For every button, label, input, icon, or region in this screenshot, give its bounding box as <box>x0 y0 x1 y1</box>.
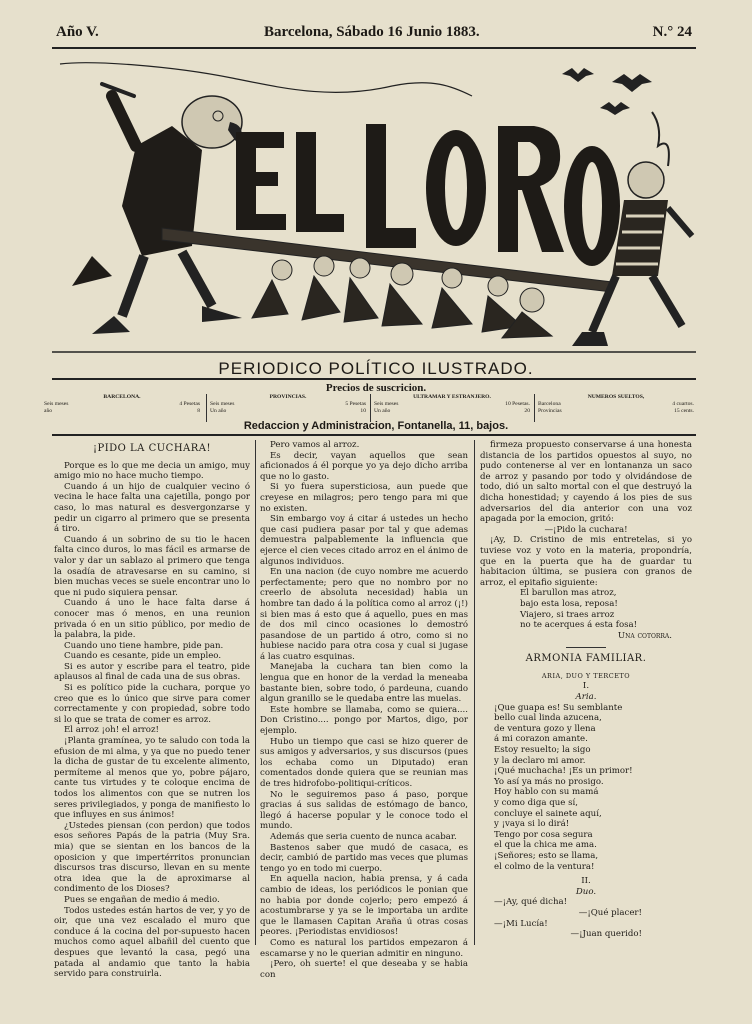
paragraph: Hubo un tiempo que casi se hizo querer de sus amigos y adversarios, y sus discursos (pues los echaba como un Diputado) eran comentados donde quiera que se reunian mas de tres hidrofobo-politiqui-críticos. <box>260 736 468 789</box>
paragraph: ¿Ustedes piensan (con perdon) que todos esos señores Papás de la patria (Muy Sra. mia) que se sientan en los bancos de la oposicion y que impertérritos pronuncian discursos tras discurso, llevan en su mente otra idea que la de aproximarse al condimento de los Dioses? <box>54 820 250 895</box>
price-column: ULTRAMAR Y ESTRANJERO. Seis meses 10 Pesetas. Un año 20 <box>370 394 530 422</box>
poem-line: Yo así ya más no prosigo. <box>494 776 604 787</box>
paragraph: Si yo fuera supersticiosa, aun puede que creyese en milagros; pero tengo para mi que no existen. <box>260 482 468 514</box>
paragraph: Porque es lo que me decia un amigo, muy amigo mio no hace mucho tiempo. <box>54 460 250 482</box>
article-title: ¡PIDO LA CUCHARA! <box>92 443 212 454</box>
paragraph: Pues se engañan de medio á medio. <box>64 894 220 905</box>
poem-line: ¡Que guapa es! Su semblante <box>494 702 623 713</box>
subtitle: PERIODICO POLÍTICO ILUSTRADO. <box>218 359 534 378</box>
paragraph: Si es político pide la cuchara, porque yo creo que es lo único que sirve para comer correctamente y con propiedad, sobre todo si lo que se trata de comer es arroz. <box>54 683 250 725</box>
paragraph: ¡Planta gramínea, yo te saludo con toda la efusion de mi alma, y ya que no puedo tener la dicha de gustar de tu excelente alimento, permíteme al menos que yo, pobre pájaro, cante tus virtudes y te coloque encima de todos los alimentos con que se nutren los seres privilegiados, y ponga de manifiesto lo que influyes en sus ánimos! <box>54 736 250 821</box>
subtitle-rule <box>52 378 696 380</box>
paragraph: Cuando á uno le hace falta darse á conocer mas ó menos, en una reunion privada ó en un sitio público, por medio de la palabra, la pide. <box>54 598 250 641</box>
issue-year: Año V. <box>56 24 99 40</box>
article-column-3 <box>480 440 692 940</box>
columns-top-rule <box>52 434 696 436</box>
poem-line: Tengo por cosa segura <box>494 829 593 840</box>
poem-line: Hoy hablo con su mamá <box>494 787 599 798</box>
dateline: Barcelona, Sábado 16 Junio 1883. <box>264 24 480 40</box>
office-address: Redaccion y Administracion, Fontanella, 11, bajos. <box>243 420 509 432</box>
separator <box>566 647 606 648</box>
poem-part-name: Aria. <box>575 692 597 703</box>
paragraph: Bastenos saber que mudó de casaca, es decir, cambió de partido mas veces que plumas tengo yo en todo mi cuerpo. <box>260 842 468 874</box>
signature: Una cotorra. <box>617 630 672 641</box>
paragraph: Sin embargo voy á citar á ustedes un hecho que casi pudiera pasar por tal y que ademas demuestra palpablemente la influencia que ejerce el cien veces citado arroz en el ánimo de algunos individuos. <box>260 514 468 567</box>
epitaph-line: bajo esta losa, reposa! <box>520 598 618 609</box>
poem-line: y como diga que sí, <box>494 798 578 808</box>
paragraph: ¡Pero, oh suerte! el que deseaba y se habia con <box>260 959 468 980</box>
poem-line: Estoy resuelto; la sigo <box>494 745 591 756</box>
paragraph: Pero vamos al arroz. <box>270 440 360 450</box>
paragraph: Cuando á un hijo de cualquier vecino ó vecina le hace falta una cajetilla, pongo por caso, lo mas natural es desvergonzarse y pedir un cigarro al primero que se presenta á tiro. <box>54 481 250 535</box>
poem-line: y la declaro mi amor. <box>494 755 586 766</box>
poem-line: —¡Ay, qué dicha! <box>494 897 568 908</box>
paragraph: En aquella nacion, habia prensa, y á cada cambio de ideas, los periódicos le ponian que no habia por donde cojerlo; pero empezó á acostumbrarse y ya se le importaba un ardite que le llamasen Capitan Araña ú otras cosas peores. ¡Periodistas envidiosos! <box>260 874 468 938</box>
poem-line: de ventura gozo y llena <box>494 723 596 734</box>
paragraph: Cuando es cesante, pide un empleo. <box>64 651 222 662</box>
paragraph: Si es autor y escribe para el teatro, pide aplausos al final de cada una de sus obras. <box>54 661 250 683</box>
price-column: PROVINCIAS. Seis meses 5 Pesetas Un año 10 <box>206 394 366 422</box>
price-column: NUMEROS SUELTOS, Barcelona 4 cuartos. Provincias 15 cents. <box>534 394 694 422</box>
article-column-2 <box>260 440 468 980</box>
epitaph-line: Viajero, si traes arroz <box>520 609 615 620</box>
column-divider <box>255 440 256 945</box>
prices-table <box>44 394 696 422</box>
paragraph: —¡Pido la cuchara! <box>544 524 628 535</box>
poem-title: ARMONIA FAMILIAR. <box>525 653 647 665</box>
paragraph: firmeza propuesto conservarse á una honesta distancia de los partidos opuestos al suyo, no pudo contenerse al ver en lontananza un saco de arroz y pasando por todo y olvidándose de todo, dió un salto mortal con el que destruyó la dicha honestidad; y cayendo á los pies de sus adversarios del dia anterior con una voz apagada por la emocion, gritó: <box>480 440 692 525</box>
paragraph: El arroz ¡oh! el arroz! <box>64 725 159 736</box>
paragraph: No le seguiremos paso á paso, porque gracias á sus salidas de estómago de banco, llegó á hacerse popular y le conoce todo el mundo. <box>260 789 468 832</box>
paragraph: Manejaba la cuchara tan bien como la lengua que en honor de la verdad la meneaba bastante bien, sobre todo, ó pardeuna, cuando algun granillo se le quedaba entre las muelas. <box>260 662 468 705</box>
poem-line: á mi corazon amante. <box>494 734 588 745</box>
paragraph: Cuando á un sobrino de su tio le hacen falta cinco duros, lo mas fácil es armarse de valor y dar un sablazo al primero que tenga la osadía de atravesarse en su camino, si bien muchas veces se suele encontrar uno lo que ni pudo siquiera pensar. <box>54 534 250 598</box>
paragraph: ¡Ay, D. Cristino de mis entretelas, si yo tuviese voz y voto en la materia, propondría, que en la puerta que ha de guardar tu habitacion última, se pusiera con granos de arroz, el epitafio siguiente: <box>480 535 692 588</box>
poem-line: —¡Juan querido! <box>570 929 642 940</box>
poem-part-number: II. <box>581 876 591 887</box>
poem-line: bello cual linda azucena, <box>494 713 602 724</box>
paragraph: Todos ustedes están hartos de ver, y yo de oir, que una vez escalado el muro que conduce á la cocina del por-supuesto hacen muchos como aquel albañil del cuento que despues que levantó la casa, pegó una patada al andamio que tanto la habia servido para construirla. <box>54 905 250 980</box>
poem-line: el colmo de la ventura! <box>494 861 595 872</box>
poem-line: ¡Señores; esto se llama, <box>494 850 599 861</box>
poem-subtitle: ARIA, DUO Y TERCETO <box>541 671 631 680</box>
epitaph-line: no te acerques á esta fosa! <box>520 620 638 631</box>
paragraph: Cuando uno tiene hambre, pide pan. <box>64 640 224 651</box>
poem-part-number: I. <box>582 681 590 692</box>
price-column: BARCELONA. Seis meses 4 Pesetas año 8 <box>44 394 200 414</box>
paragraph: Como es natural los partidos empezaron á escamarse y no le querian admitir en ninguno. <box>260 937 468 959</box>
epitaph-line: El barullon mas atroz, <box>520 588 617 599</box>
paragraph: Este hombre se llamaba, como se quiera.... Don Cristino.... pongo por Martos, digo, por ejemplo. <box>260 704 468 737</box>
poem-line: ¡Qué muchacha! ¡Es un primor! <box>494 766 633 777</box>
poem-part-name: Duo. <box>575 886 597 897</box>
paragraph: Es decir, vayan aquellos que sean aficionados á él porque yo ya dejo dicho arriba que no lo gasto. <box>260 450 468 482</box>
paragraph: Además que seria cuento de nunca acabar. <box>270 831 457 842</box>
article-column-1 <box>54 440 250 980</box>
poem-line: —¡Qué placer! <box>578 907 642 918</box>
poem-line: concluye el sainete aquí, <box>494 808 602 819</box>
paragraph: En una nacion (de cuyo nombre me acuerdo perfectamente; pero que no nombro por no creerlo de absoluta necesidad) habia un hombre tan dado á la política como al arroz (¡!) si bien mas á esto que á aquello, pues en mas de dos mil cinco ocasiones lo demostró pasandose de un partido á otro, como si no hubiese nacido para otra cosa y cual si jugase á las cuatro esquinas. <box>260 567 468 662</box>
poem-line: y ¡vaya si lo dirá! <box>494 819 570 830</box>
issue-number: N.° 24 <box>652 24 692 40</box>
masthead-illustration <box>52 56 696 356</box>
poem-line: —¡Mi Lucía! <box>494 918 548 929</box>
poem-line: el que la chica me ama. <box>494 840 597 851</box>
prices-heading: Precios de suscricion. <box>325 382 427 394</box>
top-line <box>52 24 692 46</box>
header-rule <box>52 47 696 49</box>
column-divider <box>474 440 475 945</box>
